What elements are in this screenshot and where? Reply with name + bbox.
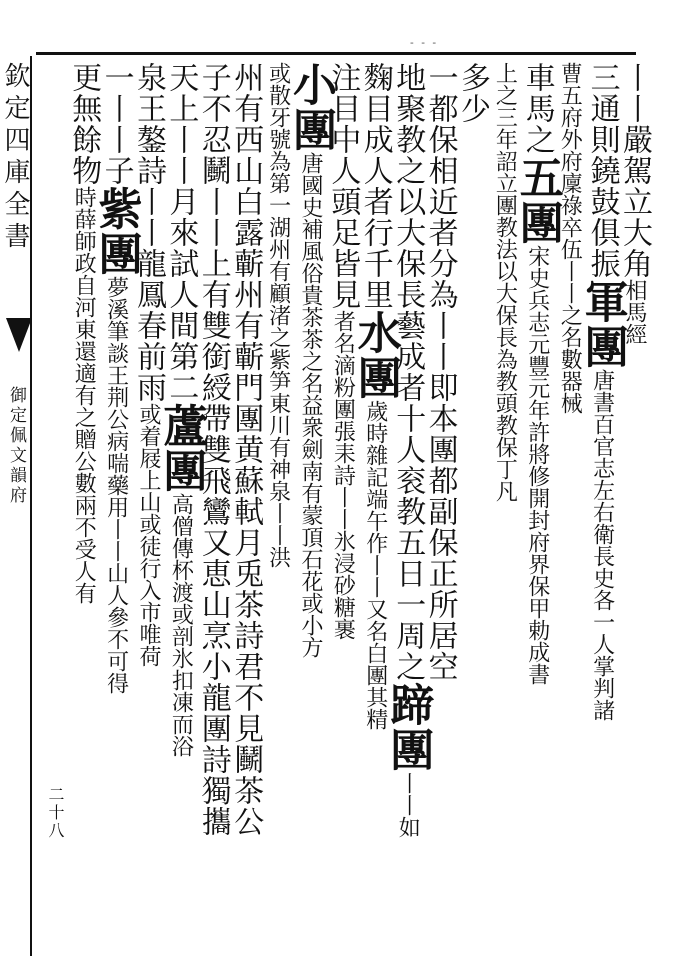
annotation-text: 宋史兵志元豐元年許將修開封府界保甲勅成書 [524, 245, 550, 685]
main-text: 更無餘物 [66, 62, 102, 186]
annotation-text: 夢溪筆談王荆公病喘藥用丨丨山人參不可得 [103, 276, 129, 694]
main-text: 麴目成人者行千里 [357, 62, 393, 310]
main-text: 丨丨嚴駕立大角 [617, 62, 652, 279]
annotation-text: 丨丨如 [395, 772, 421, 838]
headword: 軍團 [576, 279, 628, 369]
main-text: 三通則鐃鼓俱振 [584, 62, 620, 279]
top-border-rule [36, 52, 636, 55]
main-text: 一丨丨子 [98, 62, 134, 186]
annotation-text: 時薛師政自河東還適有之贈公數兩不受人有 [71, 186, 97, 604]
main-text: 天上丨丨月來試人間第二 [163, 62, 199, 403]
main-text: 州有西山白露蘄州有蘄門團黄蘇軾月兎茶詩君不見鬭茶公 [228, 62, 264, 837]
headword: 紫團 [90, 186, 142, 276]
page-number: 二十八 [46, 786, 65, 840]
header-mark: - - - [410, 36, 439, 49]
main-text: 泉王鏊詩丨丨龍鳳春前雨 [131, 62, 166, 403]
annotation-text: 唐國史補風俗貴茶茶之名益衆劍南有蒙頂石花或小方 [298, 152, 323, 658]
annotation-text: 曹五府外府廩祿卒伍丨丨之名數器械 [557, 62, 583, 414]
page-margin [0, 56, 38, 956]
margin-subtitle: 御定佩文韻府 [6, 386, 26, 506]
main-text: 地聚教之以大保長藝成者十人衮教五日一周之 [390, 62, 426, 682]
annotation-text: 歲時雜記端午作丨丨又名白團其精 [362, 400, 388, 730]
headword: 水團 [349, 310, 401, 400]
annotation-text: 或散牙號為第一湖州有顧渚之紫笋東川有神泉丨丨洪 [265, 62, 291, 568]
main-text: 注目中人頭足皆見 [325, 62, 361, 310]
margin-border-line [30, 56, 32, 956]
annotation-text: 上之三年詔立團教法以大保長為教頭教保丁凡 [492, 62, 518, 502]
main-text: 子不忍鬭丨丨上有雙銜綬帶雙飛鸞又恵山烹小龍團詩獨攜 [195, 62, 231, 837]
annotation-text: 高僧傳杯渡或剖氷扣凍而浴 [168, 493, 194, 757]
main-text: 多少 [455, 62, 490, 124]
annotation-text: 或着屐上山或徒行入市唯荷 [136, 403, 161, 667]
headword: 蘆團 [155, 403, 207, 493]
annotation-text: 者名滴粉團張耒詩丨丨氷浸砂糖裹 [330, 310, 356, 640]
main-text: 車馬之 [519, 62, 555, 155]
fish-tail-mark [6, 318, 32, 352]
headword: 蹄團 [382, 682, 434, 772]
annotation-text: 相馬經 [622, 279, 647, 345]
headword: 五團 [511, 155, 563, 245]
text-column [61, 62, 105, 942]
main-text: 一都保相近者分為丨丨即本團都副保正所居空 [422, 62, 458, 682]
margin-title: 欽定四庫全書 [0, 62, 30, 254]
headword: 小團 [285, 62, 336, 152]
annotation-text: 唐書百官志左右衛長史各一人掌判諸 [589, 369, 615, 721]
